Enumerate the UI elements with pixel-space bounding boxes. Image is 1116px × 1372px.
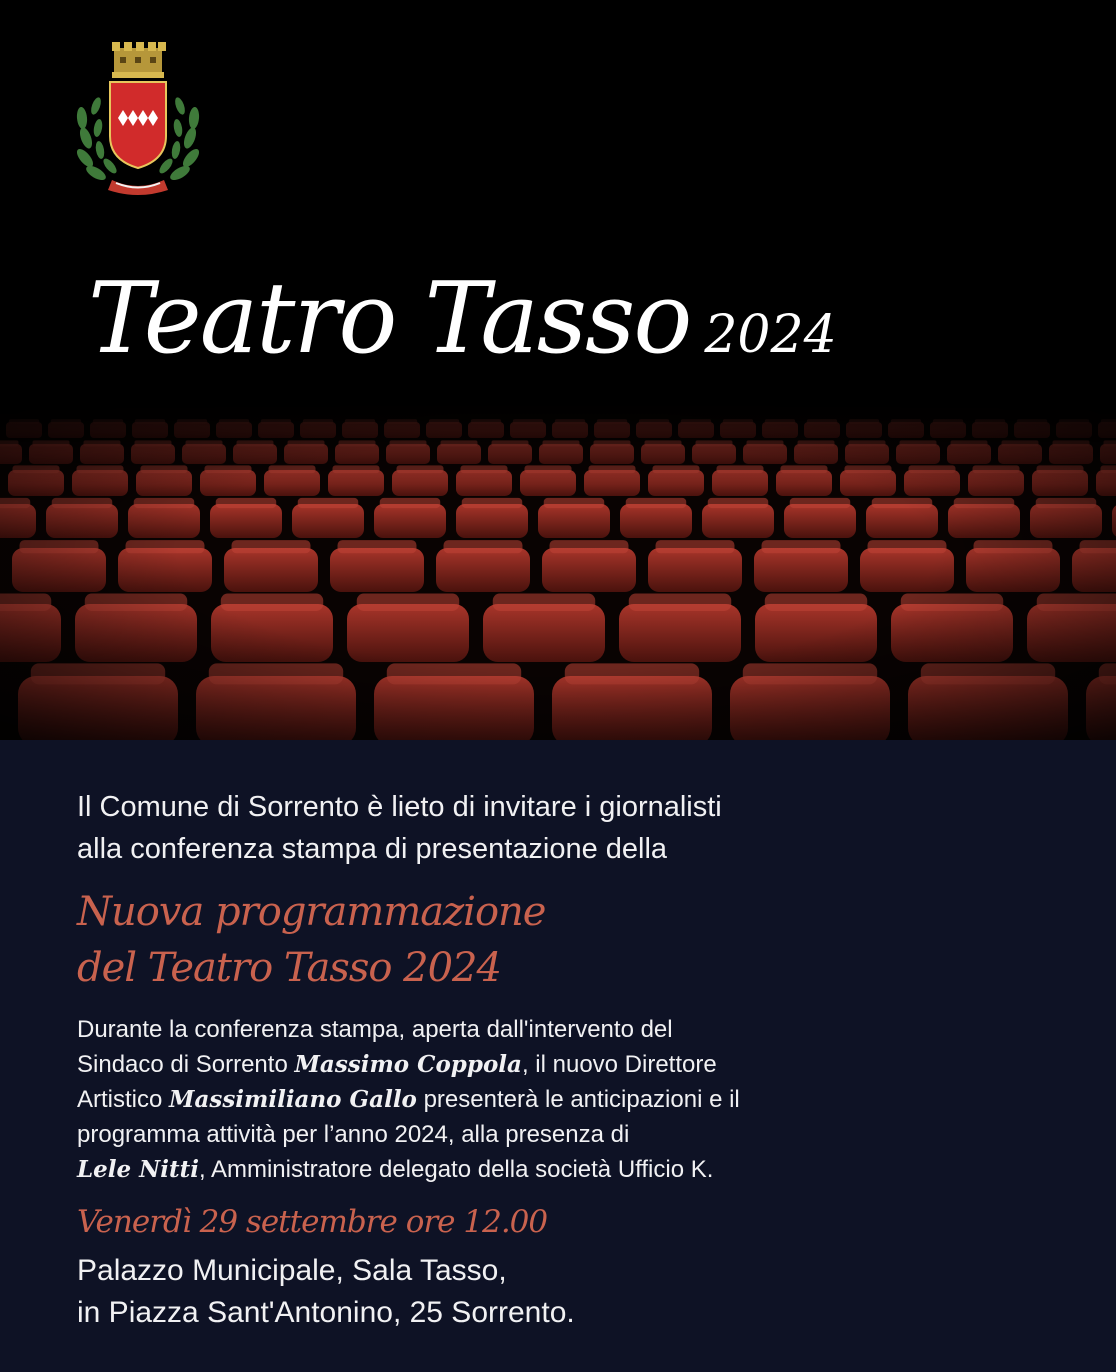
ceo-name: Lele Nitti <box>77 1156 199 1183</box>
event-datetime: Venerdì 29 settembre ore 12.00 <box>77 1204 548 1240</box>
event-location <box>77 1250 575 1334</box>
description-text: presenterà le anticipazioni e il <box>416 1086 740 1113</box>
invitation-text <box>77 786 977 870</box>
invitation-line: Il Comune di Sorrento è lieto di invitare i giornalisti <box>77 791 722 823</box>
description-line: Durante la conferenza stampa, aperta dall'intervento del <box>77 1016 673 1043</box>
description-text: , Amministratore delegato della società Ufficio K. <box>198 1156 714 1183</box>
title-main: Teatro Tasso <box>88 262 691 376</box>
description-text: , il nuovo Direttore <box>521 1051 717 1078</box>
event-title <box>77 884 545 996</box>
poster-title <box>88 262 837 376</box>
mayor-name: Massimo Coppola <box>294 1051 522 1078</box>
location-line: in Piazza Sant'Antonino, 25 Sorrento. <box>77 1296 575 1329</box>
description-line: programma attività per l’anno 2024, alla presenza di <box>77 1121 630 1148</box>
description-line <box>77 1047 1077 1082</box>
invitation-line: alla conferenza stampa di presentazione della <box>77 833 668 865</box>
title-year: 2024 <box>704 305 837 365</box>
description-text: Artistico <box>77 1086 170 1113</box>
sorrento-coat-of-arms-icon <box>72 40 204 198</box>
event-title-line: del Teatro Tasso 2024 <box>77 945 501 991</box>
description-text: Sindaco di Sorrento <box>77 1051 295 1078</box>
theatre-seats-image <box>0 400 1116 740</box>
description-line <box>77 1152 1077 1187</box>
event-description <box>77 1012 1077 1187</box>
description-line <box>77 1082 1077 1117</box>
event-title-line: Nuova programmazione <box>77 889 546 935</box>
director-name: Massimiliano Gallo <box>169 1086 417 1113</box>
location-line: Palazzo Municipale, Sala Tasso, <box>77 1254 507 1287</box>
